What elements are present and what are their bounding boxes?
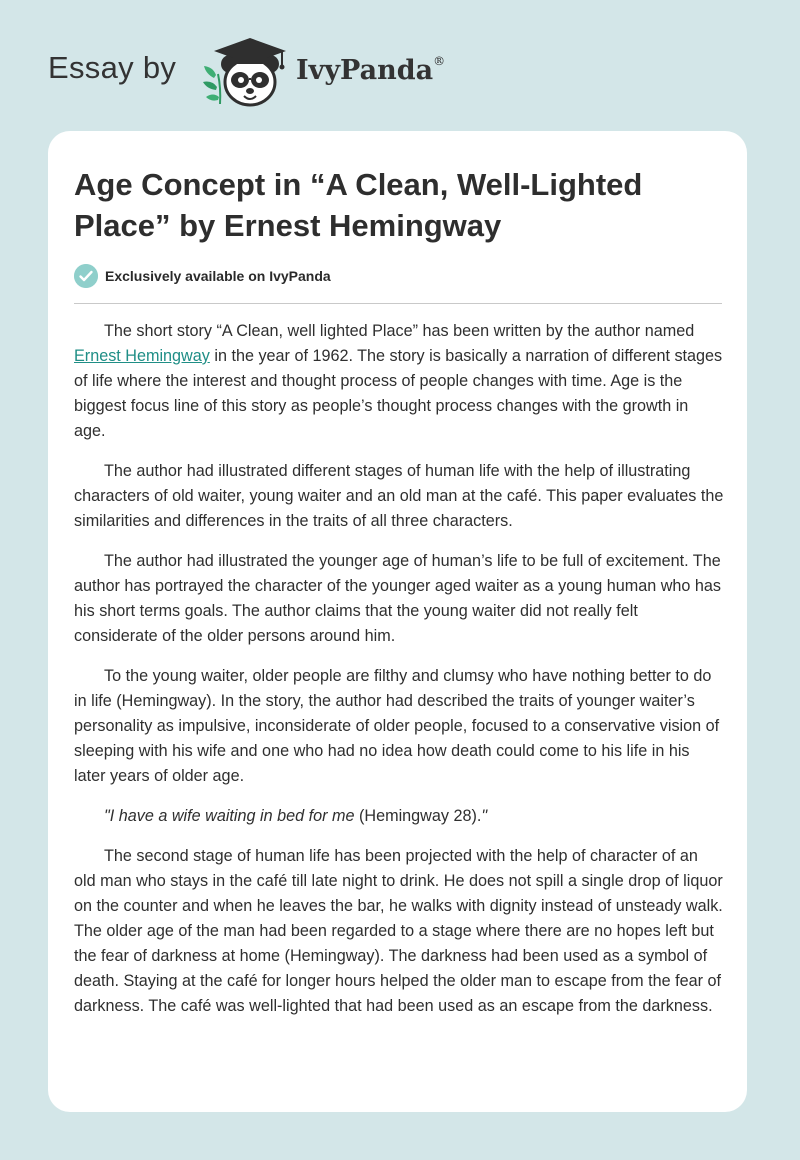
essay-card (48, 131, 747, 1112)
check-circle-icon (74, 264, 98, 288)
site-header (0, 0, 800, 130)
essay-by-label: Essay by (48, 50, 177, 85)
block-quote: "I have a wife waiting in bed for me (Hemingway 28)." (104, 807, 488, 825)
article-body (74, 319, 724, 1034)
registered-mark: ® (433, 54, 446, 68)
page-title: Age Concept in “A Clean, Well-Lighted Place” by Ernest Hemingway (74, 167, 643, 243)
paragraph: The author had illustrated different stages of human life with the help of illustrating characters of old waiter, young waiter and an old man at the café. This paper evaluates the similarities and differences in the traits of all three characters. (74, 462, 724, 530)
exclusive-label: Exclusively available on IvyPanda (105, 268, 331, 284)
paragraph: The second stage of human life has been projected with the help of character of an old man who stays in the café till late night to drink. He does not spill a single drop of liquor on the counter and when he leaves the bar, he walks with dignity instead of unsteady walk. The older age of the man had been regarded to a stage where there are no hopes left but the fear of darkness at home (Hemingway). The darkness had been used as a symbol of death. Staying at the café for longer hours helped the older man to escape from the fear of darkness. The café was well-lighted that had been used as an escape from the darkness. (74, 847, 723, 1015)
brand-name[interactable]: IvyPanda® (296, 54, 446, 86)
panda-logo-icon[interactable] (200, 34, 294, 110)
author-link[interactable]: Ernest Hemingway (74, 347, 210, 365)
paragraph: The short story “A Clean, well lighted Place” has been written by the author named Ernest Hemingway in the year of 1962. The story is basically a narration of different stages of life where the interest and thought process of people changes with time. Age is the biggest focus line of this story as people’s thought process changes with the growth in age. (74, 322, 723, 440)
paragraph: To the young waiter, older people are filthy and clumsy who have nothing better to do in life (Hemingway). In the story, the author had described the traits of younger waiter’s personality as impulsive, inconsiderate of older people, focused to a conservative vision of sleeping with his wife and one who had no idea how death could come to his life in his later years of older age. (74, 667, 720, 785)
exclusive-badge (74, 264, 331, 288)
paragraph: The author had illustrated the younger age of human’s life to be full of excitement. The author has portrayed the character of the younger aged waiter as a young human who has his short terms goals. The author claims that the young waiter did not really felt considerate of the older persons around him. (74, 552, 722, 645)
divider (74, 303, 722, 304)
